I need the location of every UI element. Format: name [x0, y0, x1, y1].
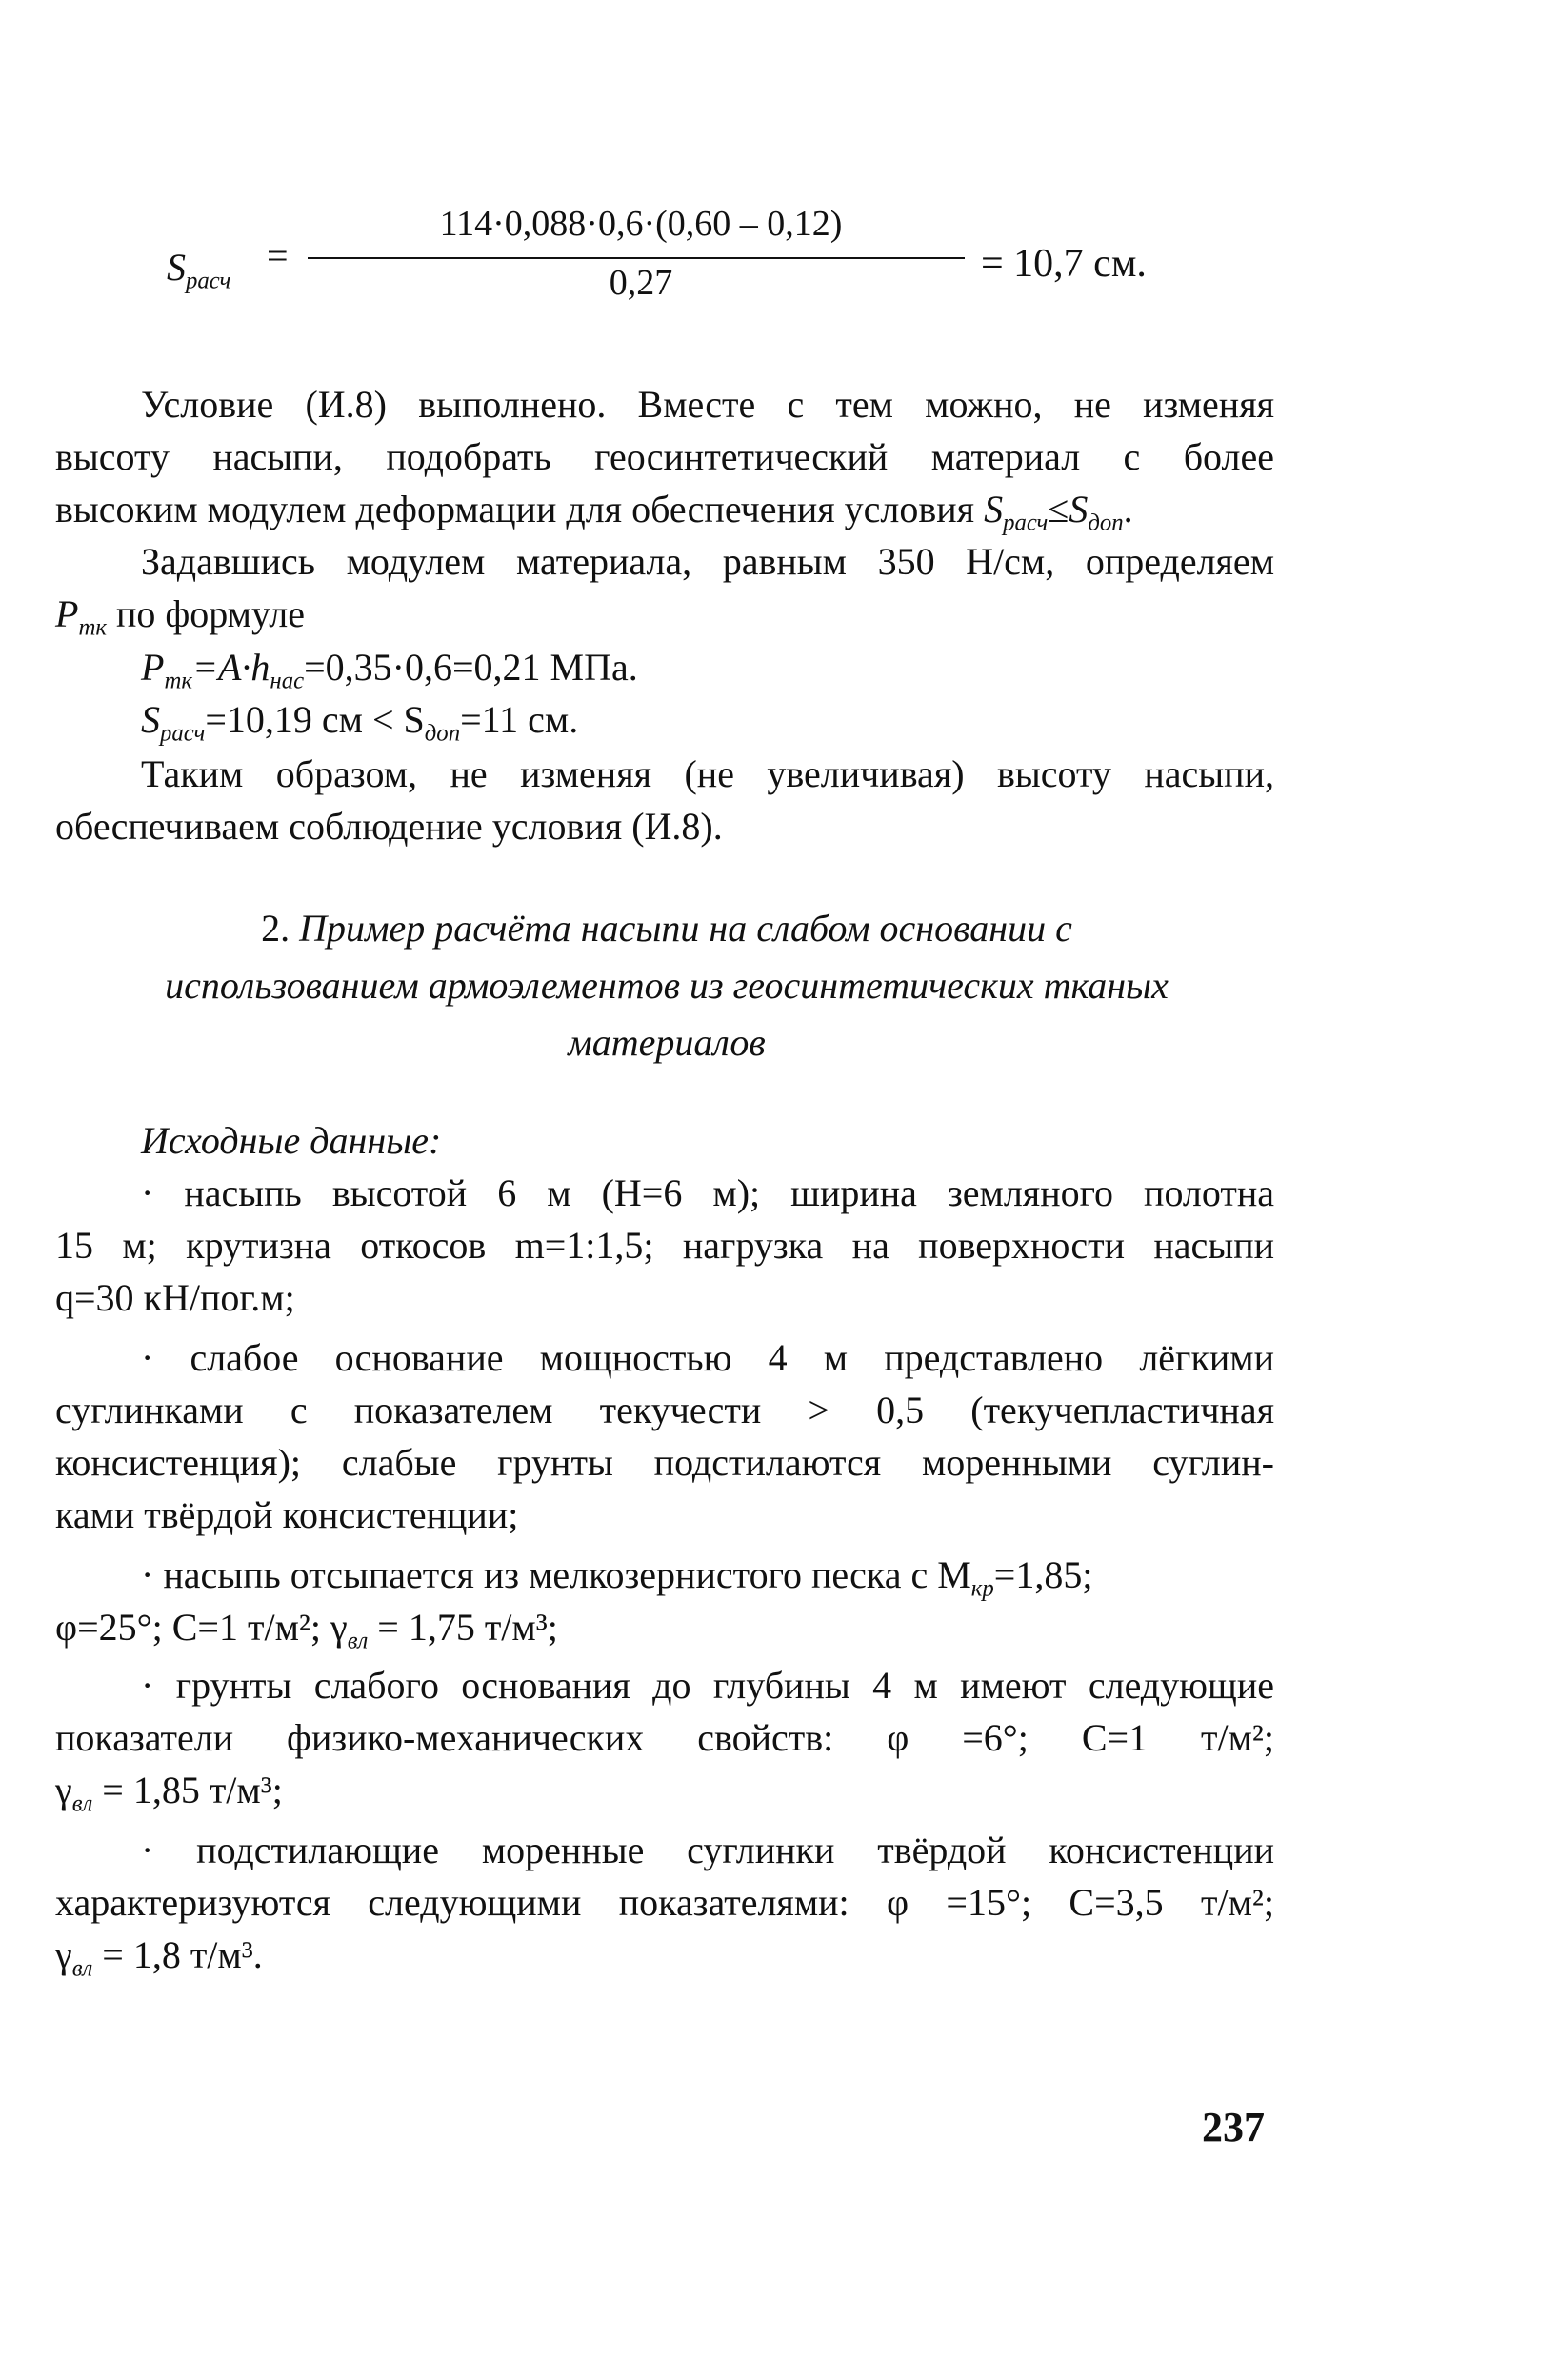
formula-equals: =: [267, 234, 289, 277]
item2-line2: суглинками с показателем текучести > 0,5 (текучепластичная: [55, 1389, 1274, 1431]
item5-line2: характеризуются следующими показателями: φ =15°; C=3,5 т/м²;: [55, 1881, 1274, 1924]
section-heading-line3: материалов: [568, 1021, 766, 1064]
fraction-bar: [308, 257, 965, 259]
p1-line2: высоту насыпи, подобрать геосинтетический материал с более: [55, 435, 1274, 478]
section-heading-line1: 2. Пример расчёта насыпи на слабом основании с: [261, 907, 1072, 950]
item1-line3: q=30 кН/пог.м;: [55, 1276, 295, 1319]
p3-line1: Таким образом, не изменяя (не увеличивая) высоту насыпи,: [141, 752, 1274, 795]
formula-numerator: 114·0,088·0,6·(0,60 – 0,12): [439, 204, 843, 244]
eq-pressure: $P_{тк}=A\cdot h_{нас}=0,35\cdot 0,6=0,21$ МПа.: [141, 646, 638, 694]
p2-line1: Задавшись модулем материала, равным 350 Н/см, определяем: [141, 540, 1274, 583]
formula-lhs: $S_{расч}$: [167, 246, 231, 294]
item3-line1: · насыпь отсыпается из мелкозернистого песка с $M_{кр}=1,85$;: [141, 1553, 1093, 1602]
initial-data-label: Исходные данные:: [141, 1119, 442, 1162]
formula-denominator: 0,27: [609, 263, 673, 303]
item3-line2: φ=25°; C=1 т/м²; $\gamma_{вл} = 1,75$ т/м³;: [55, 1606, 558, 1654]
formula-result: = 10,7 см.: [981, 242, 1147, 286]
p3-line2: обеспечиваем соблюдение условия (И.8).: [55, 805, 723, 848]
settlement-formula: [167, 195, 1195, 310]
item4-line2: показатели физико-механических свойств: φ =6°; C=1 т/м²;: [55, 1716, 1274, 1759]
item4-line1: · грунты слабого основания до глубины 4 м имеют следующие: [141, 1664, 1274, 1707]
item2-line3: консистенция); слабые грунты подстилаются моренными суглин-: [55, 1441, 1274, 1484]
item5-line1: · подстилающие моренные суглинки твёрдой консистенции: [141, 1829, 1274, 1871]
item4-line3: $\gamma_{вл} = 1,85$ т/м³;: [55, 1769, 283, 1817]
p1-line1: Условие (И.8) выполнено. Вместе с тем можно, не изменяя: [141, 383, 1274, 426]
section-heading-line2: использованием армоэлементов из геосинтетических тканых: [165, 964, 1169, 1007]
eq-settlement: $S_{расч}=10,19$ см < $S_{доп}=11$ см.: [141, 698, 579, 747]
p1-line3: высоким модулем деформации для обеспечения условия $S_{расч}\le S_{доп}$.: [55, 488, 1133, 536]
page-number: 237: [1202, 2104, 1265, 2150]
item1-line1: · насыпь высотой 6 м (H=6 м); ширина земляного полотна: [141, 1171, 1274, 1214]
item5-line3: $\gamma_{вл} = 1,8$ т/м³.: [55, 1933, 263, 1982]
p2-line2: $P_{тк}$ по формуле: [55, 592, 305, 641]
item2-line1: · слабое основание мощностью 4 м представлено лёгкими: [141, 1336, 1274, 1379]
item2-line4: ками твёрдой консистенции;: [55, 1493, 519, 1536]
item1-line2: 15 м; крутизна откосов m=1:1,5; нагрузка на поверхности насыпи: [55, 1224, 1274, 1267]
